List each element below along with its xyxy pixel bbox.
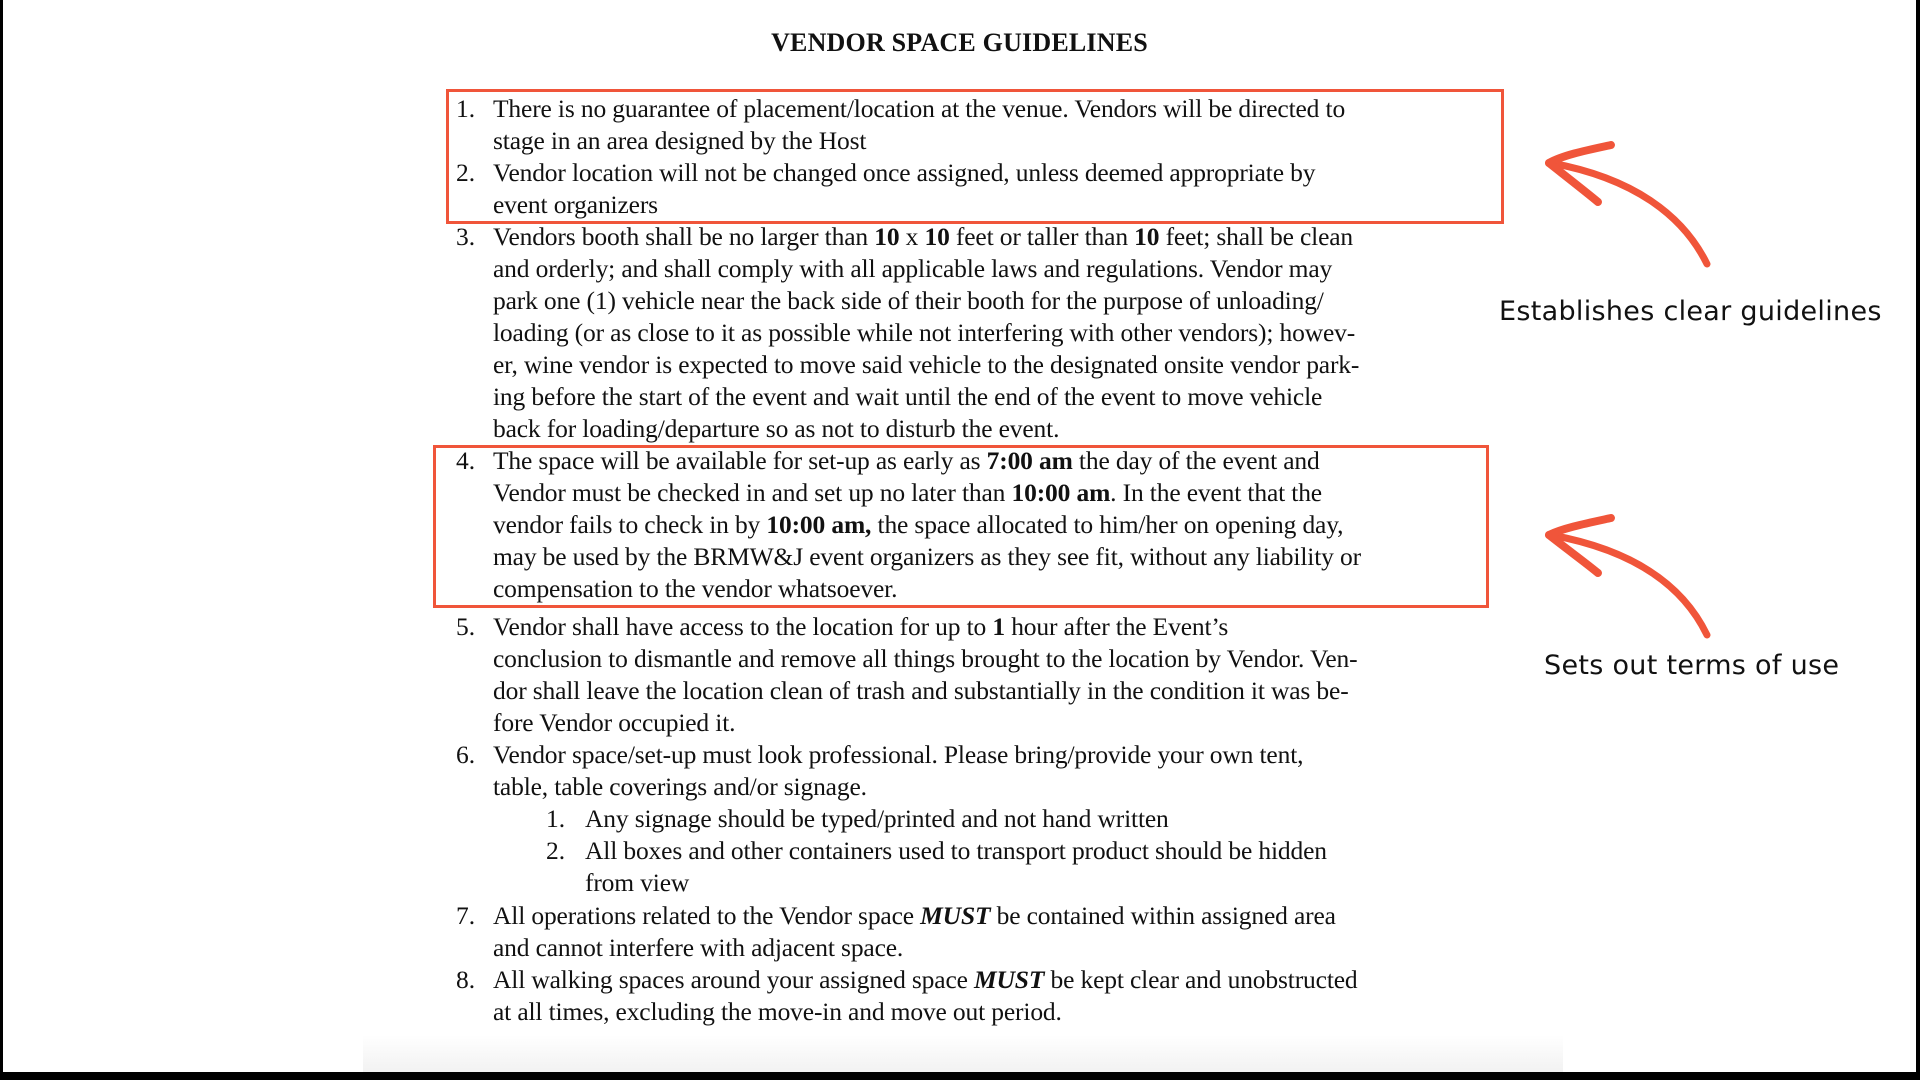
text-run: Vendor must be checked in and set up no later than: [493, 478, 1012, 507]
subitem-line: All boxes and other containers used to transport product should be hidden: [585, 836, 1327, 865]
subitem-number: 2.: [546, 836, 566, 865]
text-run: All walking spaces around your assigned space: [493, 965, 975, 994]
bold-value: 10: [874, 222, 900, 251]
item-line: may be used by the BRMW&J event organizers as they see fit, without any liability or: [493, 542, 1361, 571]
text-run: x: [899, 222, 925, 251]
item-number: 3.: [456, 222, 476, 251]
bold-value: 10: [1134, 222, 1160, 251]
subitem-line: from view: [585, 868, 690, 897]
item-number: 1.: [456, 94, 476, 123]
item-number: 8.: [456, 965, 476, 994]
item-number: 6.: [456, 740, 476, 769]
item-line: compensation to the vendor whatsoever.: [493, 574, 898, 603]
item-line: loading (or as close to it as possible while not interfering with other vendors); howev-: [493, 318, 1356, 347]
bold-time: 10:00 am,: [766, 510, 872, 539]
text-run: Vendors booth shall be no larger than: [493, 222, 875, 251]
subitem-number: 1.: [546, 804, 566, 833]
subitem-line: Any signage should be typed/printed and not hand written: [585, 804, 1169, 833]
text-run: . In the event that the: [1110, 478, 1322, 507]
item-line: table, table coverings and/or signage.: [493, 772, 867, 801]
item-line: There is no guarantee of placement/location at the venue. Vendors will be directed to: [493, 94, 1346, 123]
item-line: at all times, excluding the move-in and move out period.: [493, 997, 1062, 1026]
item-line: dor shall leave the location clean of trash and substantially in the condition it was be-: [493, 676, 1349, 705]
text-run: the day of the event and: [1072, 446, 1320, 475]
item-line: ing before the start of the event and wait until the end of the event to move vehicle: [493, 382, 1323, 411]
text-run: be kept clear and unobstructed: [1044, 965, 1358, 994]
item-line: and orderly; and shall comply with all applicable laws and regulations. Vendor may: [493, 254, 1333, 283]
document-title: VENDOR SPACE GUIDELINES: [771, 28, 1148, 57]
item-line: er, wine vendor is expected to move said vehicle to the designated onsite vendor park-: [493, 350, 1360, 379]
item-line: park one (1) vehicle near the back side of their booth for the purpose of unloading/: [493, 286, 1324, 315]
text-run: be contained within assigned area: [990, 901, 1336, 930]
curved-arrow-icon: [3, 0, 1916, 1072]
bold-value: 10: [924, 222, 950, 251]
emphasis-must: MUST: [974, 965, 1045, 994]
item-line: event organizers: [493, 190, 658, 219]
slide-canvas: [3, 0, 1916, 1072]
text-run: the space allocated to him/her on opening day,: [871, 510, 1344, 539]
text-run: Vendor shall have access to the location for up to: [493, 612, 993, 641]
bold-value: 1: [992, 612, 1005, 641]
item-line: back for loading/departure so as not to disturb the event.: [493, 414, 1060, 443]
item-number: 4.: [456, 446, 476, 475]
callout-label-guidelines: Establishes clear guidelines: [1499, 296, 1882, 327]
text-run: vendor fails to check in by: [493, 510, 767, 539]
text-run: hour after the Event’s: [1004, 612, 1229, 641]
item-number: 2.: [456, 158, 476, 187]
item-line: conclusion to dismantle and remove all things brought to the location by Vendor. Ven-: [493, 644, 1358, 673]
item-number: 7.: [456, 901, 476, 930]
text-run: The space will be available for set-up as early as: [493, 446, 987, 475]
item-number: 5.: [456, 612, 476, 641]
emphasis-must: MUST: [920, 901, 991, 930]
bold-time: 10:00 am: [1011, 478, 1111, 507]
item-line: Vendor location will not be changed once assigned, unless deemed appropriate by: [493, 158, 1316, 187]
bold-time: 7:00 am: [986, 446, 1073, 475]
callout-label-terms: Sets out terms of use: [1544, 650, 1840, 681]
item-line: fore Vendor occupied it.: [493, 708, 736, 737]
item-line: and cannot interfere with adjacent space.: [493, 933, 904, 962]
item-line: stage in an area designed by the Host: [493, 126, 867, 155]
page-bottom-shadow: [363, 1035, 1563, 1072]
text-run: feet or taller than: [949, 222, 1135, 251]
text-run: All operations related to the Vendor space: [493, 901, 921, 930]
text-run: feet; shall be clean: [1159, 222, 1354, 251]
item-line: Vendor space/set-up must look professional. Please bring/provide your own tent,: [493, 740, 1304, 769]
